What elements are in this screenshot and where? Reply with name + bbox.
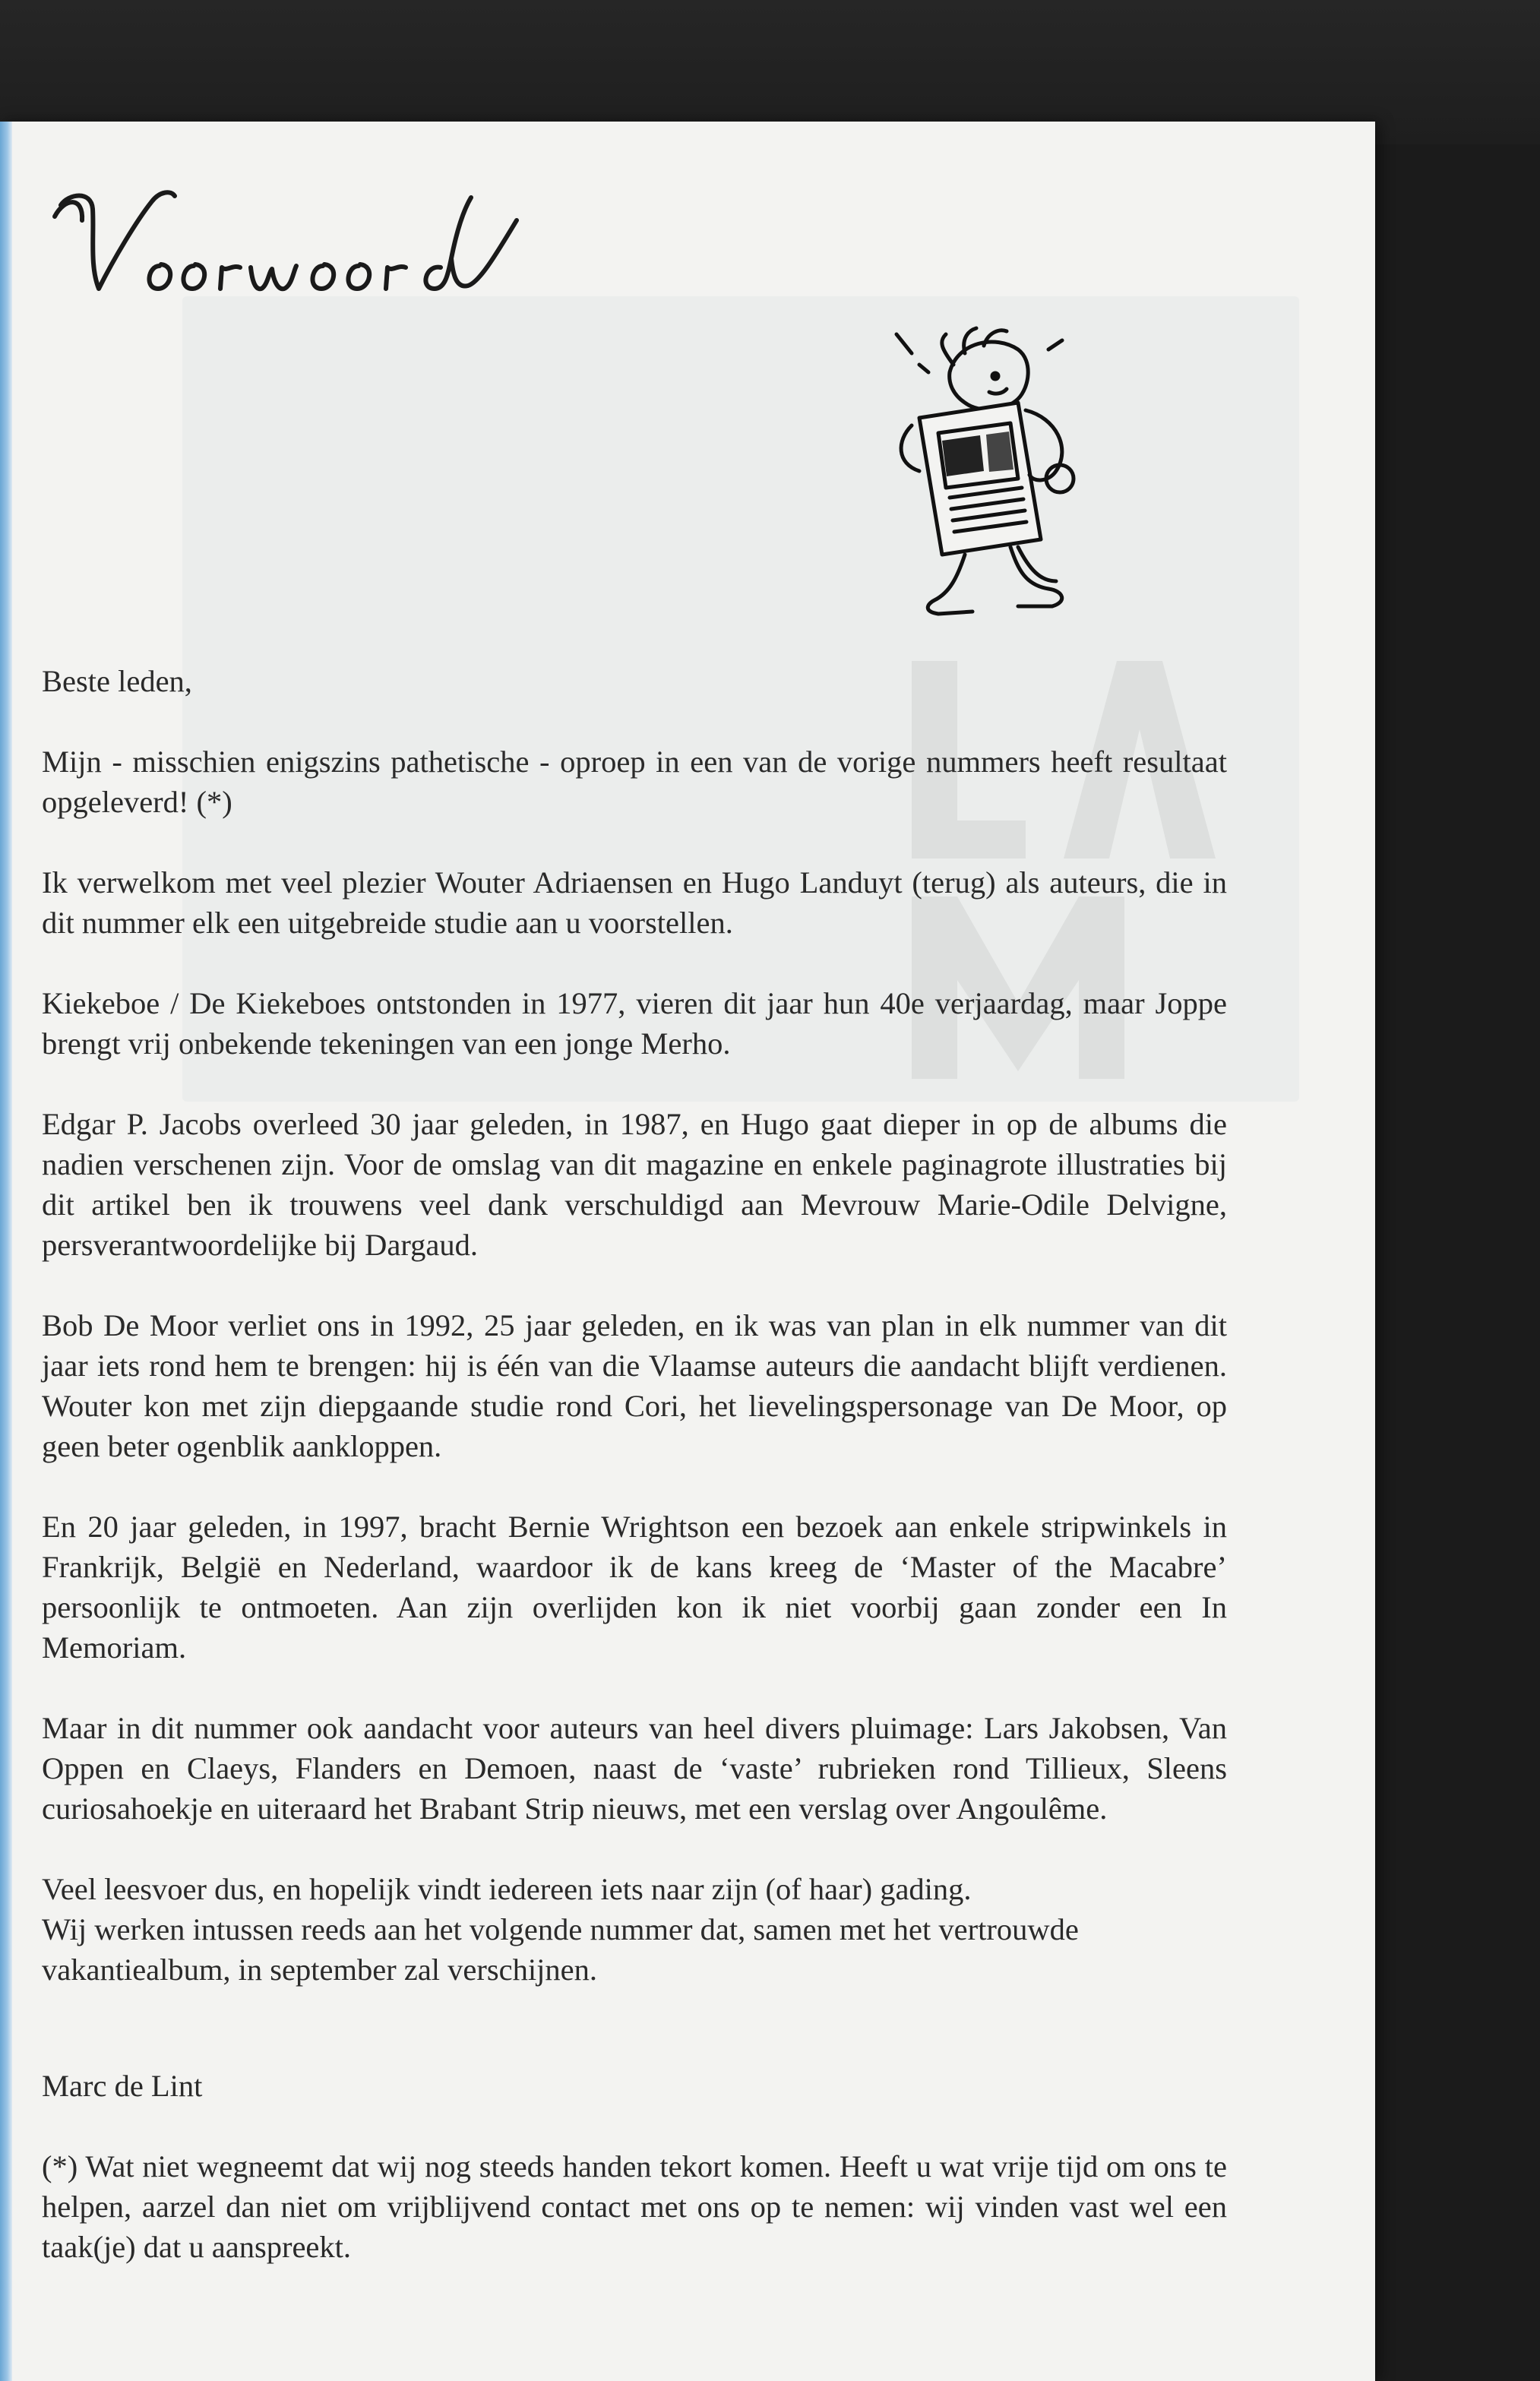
- closing-line: Veel leesvoer dus, en hopelijk vindt iedereen iets naar zijn (of haar) gading.: [42, 1872, 972, 1906]
- signature: Marc de Lint: [42, 2069, 203, 2103]
- closing-line: Wij werken intussen reeds aan het volgende nummer dat, samen met het vertrouwde vakantiealbum, in september zal verschijnen.: [42, 1912, 1079, 1987]
- paragraph: En 20 jaar geleden, in 1997, bracht Bernie Wrightson een bezoek aan enkele stripwinkels in Frankrijk, België en Nederland, waardoor ik de kans kreeg de ‘Master of the Macabre’ persoonlijk te ontmoeten. Aan zijn overlijden kon ik niet voorbij gaan zonder een In Memoriam.: [42, 1510, 1227, 1665]
- footnote: (*) Wat niet wegneemt dat wij nog steeds handen tekort komen. Heeft u wat vrije tijd om ons te helpen, aarzel dan niet om vrijblijvend contact met ons op te nemen: wij vinden vast wel een taak(je) dat u aanspreekt.: [42, 2149, 1227, 2264]
- greeting: Beste leden,: [42, 664, 192, 698]
- paragraph: Kiekeboe / De Kiekeboes ontstonden in 1977, vieren dit jaar hun 40e verjaardag, maar Joppe brengt vrij onbekende tekeningen van een jonge Merho.: [42, 986, 1227, 1061]
- paragraph: Maar in dit nummer ook aandacht voor auteurs van heel divers pluimage: Lars Jakobsen, Van Oppen en Claeys, Flanders en Demoen, naast de ‘vaste’ rubrieken rond Tillieux, Sleens curiosahoekje en uiteraard het Brabant Strip nieuws, met een verslag over Angoulême.: [42, 1711, 1227, 1826]
- cover-edge: [0, 122, 12, 2381]
- paragraph: Mijn - misschien enigszins pathetische - oproep in een van de vorige nummers heeft resultaat opgeleverd! (*): [42, 745, 1227, 819]
- newspaper-reader-icon: [866, 319, 1147, 623]
- page-heading: [46, 175, 577, 304]
- foreword-body: [42, 661, 1227, 2267]
- paragraph: Edgar P. Jacobs overleed 30 jaar geleden, in 1987, en Hugo gaat dieper in op de albums die nadien verschenen zijn. Voor de omslag van dit magazine en enkele paginagrote illustraties bij dit artikel ben ik trouwens veel dank verschuldigd aan Mevrouw Marie-Odile Delvigne, persverantwoordelijke bij Dargaud.: [42, 1107, 1227, 1262]
- paragraph: Bob De Moor verliet ons in 1992, 25 jaar geleden, en ik was van plan in elk nummer van dit jaar iets rond hem te brengen: hij is één van die Vlaamse auteurs die aandacht blijft verdienen. Wouter kon met zijn diepgaande studie rond Cori, het lievelingspersonage van De Moor, op geen beter ogenblik aankloppen.: [42, 1308, 1227, 1463]
- paragraph: Ik verwelkom met veel plezier Wouter Adriaensen en Hugo Landuyt (terug) als auteurs, die in dit nummer elk een uitgebreide studie aan u voorstellen.: [42, 865, 1227, 940]
